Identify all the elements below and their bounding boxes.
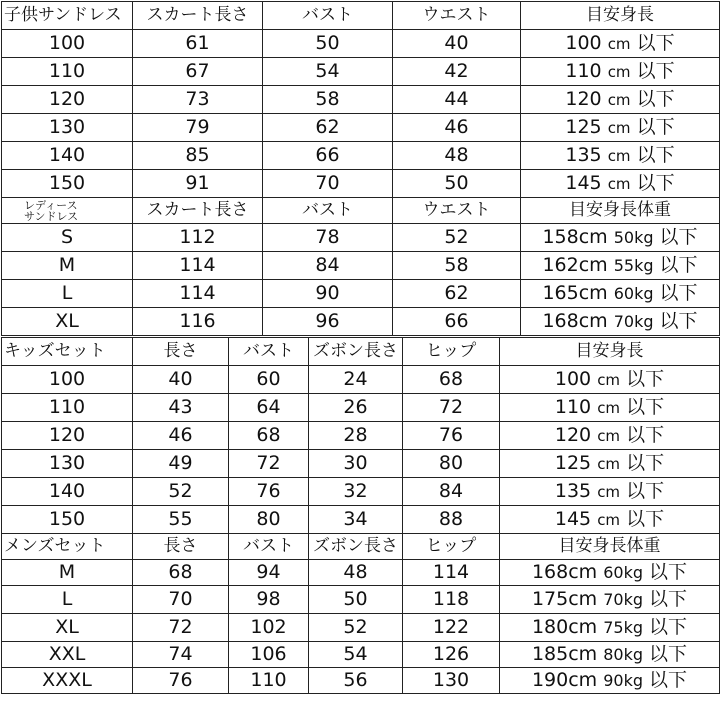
unit-label: cm: [607, 175, 631, 193]
header-cell: バスト: [229, 338, 309, 366]
height-cell: [521, 142, 720, 170]
height-value: 168cm: [531, 561, 598, 583]
header-cell: バスト: [263, 2, 393, 30]
height-value: 135: [554, 480, 592, 502]
header-cell: [2, 198, 133, 224]
value-cell: 112: [133, 224, 263, 252]
size-cell: 140: [2, 142, 133, 170]
size-cell: M: [2, 252, 133, 280]
size-cell: 100: [2, 30, 133, 58]
value-cell: 50: [393, 170, 521, 198]
value-cell: 26: [309, 394, 403, 422]
height-value: 175cm: [531, 588, 598, 610]
height-weight-cell: [500, 642, 720, 668]
limit-label: 以下: [636, 172, 675, 194]
value-cell: 32: [309, 478, 403, 506]
value-cell: 90: [263, 280, 393, 308]
table-row: [2, 142, 720, 170]
height-value: 100: [554, 368, 592, 390]
value-cell: 68: [403, 366, 500, 394]
value-cell: 72: [133, 614, 229, 642]
table-row: [2, 280, 720, 308]
header-cell: ズボン長さ: [309, 534, 403, 560]
limit-label: 以下: [659, 282, 698, 304]
value-cell: 30: [309, 450, 403, 478]
table-row: [2, 30, 720, 58]
value-cell: 58: [263, 86, 393, 114]
limit-label: 以下: [626, 480, 665, 502]
kids-set-header-row: [2, 338, 720, 366]
header-cell: 子供サンドレス: [2, 2, 133, 30]
header-cell: 長さ: [133, 534, 229, 560]
weight-value: 80kg: [603, 645, 643, 664]
header-cell: 目安身長体重: [500, 534, 720, 560]
value-cell: 96: [263, 308, 393, 336]
limit-label: 以下: [636, 32, 675, 54]
value-cell: 72: [403, 394, 500, 422]
value-cell: 28: [309, 422, 403, 450]
value-cell: 118: [403, 586, 500, 614]
value-cell: 78: [263, 224, 393, 252]
value-cell: 106: [229, 642, 309, 668]
height-value: 110: [554, 396, 592, 418]
height-value: 165cm: [542, 282, 608, 304]
value-cell: 68: [229, 422, 309, 450]
unit-label: cm: [597, 399, 621, 417]
value-cell: 126: [403, 642, 500, 668]
header-cell: ウエスト: [393, 2, 521, 30]
value-cell: 91: [133, 170, 263, 198]
unit-label: cm: [607, 91, 631, 109]
size-cell: XL: [2, 614, 133, 642]
size-cell: 140: [2, 478, 133, 506]
value-cell: 50: [263, 30, 393, 58]
table-row: [2, 58, 720, 86]
value-cell: 60: [229, 366, 309, 394]
value-cell: 24: [309, 366, 403, 394]
value-cell: 42: [393, 58, 521, 86]
limit-label: 以下: [649, 561, 688, 583]
size-cell: 130: [2, 114, 133, 142]
limit-label: 以下: [659, 226, 698, 248]
table-row: [2, 614, 720, 642]
limit-label: 以下: [636, 144, 675, 166]
unit-label: cm: [597, 511, 621, 529]
value-cell: 110: [229, 668, 309, 694]
header-cell: 目安身長: [500, 338, 720, 366]
weight-value: 55kg: [613, 256, 654, 275]
header-cell: ウエスト: [393, 198, 521, 224]
ladies-dress-header-row: [2, 198, 720, 224]
height-value: 125: [554, 452, 592, 474]
height-value: 120: [565, 88, 602, 110]
unit-label: cm: [597, 483, 621, 501]
value-cell: 76: [229, 478, 309, 506]
size-cell: L: [2, 280, 133, 308]
unit-label: cm: [607, 119, 631, 137]
header-line: サンドレス: [24, 209, 79, 223]
value-cell: 88: [403, 506, 500, 534]
table-row: [2, 506, 720, 534]
value-cell: 62: [263, 114, 393, 142]
value-cell: 76: [403, 422, 500, 450]
size-cell: 100: [2, 366, 133, 394]
value-cell: 49: [133, 450, 229, 478]
size-cell: 130: [2, 450, 133, 478]
size-cell: 110: [2, 394, 133, 422]
header-cell: 目安身長体重: [521, 198, 720, 224]
unit-label: cm: [597, 427, 621, 445]
value-cell: 80: [229, 506, 309, 534]
size-cell: XXL: [2, 642, 133, 668]
header-cell: メンズセット: [2, 534, 133, 560]
value-cell: 34: [309, 506, 403, 534]
value-cell: 73: [133, 86, 263, 114]
kids-dress-table: [1, 1, 720, 198]
limit-label: 以下: [636, 116, 675, 138]
header-cell: スカート長さ: [133, 2, 263, 30]
limit-label: 以下: [649, 616, 688, 638]
table-row: [2, 450, 720, 478]
size-cell: XL: [2, 308, 133, 336]
value-cell: 43: [133, 394, 229, 422]
weight-value: 50kg: [613, 228, 654, 247]
value-cell: 64: [229, 394, 309, 422]
ladies-dress-table: [1, 197, 720, 336]
limit-label: 以下: [636, 88, 675, 110]
height-value: 162cm: [542, 254, 608, 276]
height-weight-cell: [521, 224, 720, 252]
table-row: [2, 224, 720, 252]
value-cell: 40: [393, 30, 521, 58]
table-row: [2, 560, 720, 586]
size-cell: 110: [2, 58, 133, 86]
size-cell: M: [2, 560, 133, 586]
header-cell: 目安身長: [521, 2, 720, 30]
unit-label: cm: [607, 35, 631, 53]
mens-set-header-row: [2, 534, 720, 560]
limit-label: 以下: [659, 310, 698, 332]
height-value: 145: [554, 508, 592, 530]
header-cell: ヒップ: [403, 338, 500, 366]
height-cell: [521, 86, 720, 114]
height-cell: [521, 170, 720, 198]
value-cell: 94: [229, 560, 309, 586]
value-cell: 80: [403, 450, 500, 478]
kids-set-table: [1, 337, 720, 534]
height-cell: [500, 394, 720, 422]
height-weight-cell: [500, 560, 720, 586]
table-row: [2, 170, 720, 198]
height-value: 135: [565, 144, 602, 166]
height-cell: [500, 450, 720, 478]
value-cell: 98: [229, 586, 309, 614]
value-cell: 61: [133, 30, 263, 58]
weight-value: 60kg: [603, 563, 643, 582]
limit-label: 以下: [626, 508, 665, 530]
height-cell: [500, 422, 720, 450]
value-cell: 116: [133, 308, 263, 336]
value-cell: 68: [133, 560, 229, 586]
value-cell: 102: [229, 614, 309, 642]
limit-label: 以下: [636, 60, 675, 82]
height-cell: [500, 478, 720, 506]
value-cell: 40: [133, 366, 229, 394]
size-cell: 120: [2, 422, 133, 450]
weight-value: 60kg: [613, 284, 654, 303]
limit-label: 以下: [626, 424, 665, 446]
value-cell: 72: [229, 450, 309, 478]
value-cell: 76: [133, 668, 229, 694]
value-cell: 52: [393, 224, 521, 252]
size-cell: L: [2, 586, 133, 614]
header-cell: ズボン長さ: [309, 338, 403, 366]
value-cell: 122: [403, 614, 500, 642]
limit-label: 以下: [649, 643, 688, 665]
height-value: 168cm: [542, 310, 608, 332]
header-cell: バスト: [229, 534, 309, 560]
height-value: 190cm: [531, 669, 598, 691]
value-cell: 46: [393, 114, 521, 142]
limit-label: 以下: [626, 396, 665, 418]
size-cell: 150: [2, 506, 133, 534]
value-cell: 48: [393, 142, 521, 170]
height-weight-cell: [521, 252, 720, 280]
value-cell: 85: [133, 142, 263, 170]
height-value: 180cm: [531, 616, 598, 638]
height-cell: [521, 114, 720, 142]
height-weight-cell: [500, 614, 720, 642]
table-row: [2, 308, 720, 336]
height-weight-cell: [521, 308, 720, 336]
value-cell: 84: [263, 252, 393, 280]
size-cell: XXXL: [2, 668, 133, 694]
limit-label: 以下: [626, 452, 665, 474]
table-row: [2, 252, 720, 280]
limit-label: 以下: [649, 669, 688, 691]
limit-label: 以下: [659, 254, 698, 276]
height-value: 100: [565, 32, 602, 54]
table-row: [2, 394, 720, 422]
height-weight-cell: [521, 280, 720, 308]
table-row: [2, 586, 720, 614]
value-cell: 54: [263, 58, 393, 86]
height-cell: [521, 58, 720, 86]
table-row: [2, 668, 720, 694]
value-cell: 130: [403, 668, 500, 694]
size-cell: S: [2, 224, 133, 252]
table-row: [2, 422, 720, 450]
height-value: 120: [554, 424, 592, 446]
table-row: [2, 642, 720, 668]
weight-value: 75kg: [603, 618, 643, 637]
value-cell: 70: [263, 170, 393, 198]
value-cell: 44: [393, 86, 521, 114]
value-cell: 58: [393, 252, 521, 280]
weight-value: 90kg: [603, 671, 643, 690]
value-cell: 66: [393, 308, 521, 336]
height-value: 125: [565, 116, 602, 138]
table-row: [2, 86, 720, 114]
value-cell: 114: [133, 280, 263, 308]
table-row: [2, 366, 720, 394]
value-cell: 62: [393, 280, 521, 308]
weight-value: 70kg: [603, 590, 643, 609]
value-cell: 48: [309, 560, 403, 586]
value-cell: 114: [403, 560, 500, 586]
table-row: [2, 114, 720, 142]
unit-label: cm: [607, 63, 631, 81]
table-row: [2, 478, 720, 506]
height-weight-cell: [500, 586, 720, 614]
height-value: 110: [565, 60, 602, 82]
value-cell: 74: [133, 642, 229, 668]
value-cell: 50: [309, 586, 403, 614]
header-cell: スカート長さ: [133, 198, 263, 224]
height-weight-cell: [500, 668, 720, 694]
size-cell: 150: [2, 170, 133, 198]
limit-label: 以下: [626, 368, 665, 390]
value-cell: 56: [309, 668, 403, 694]
header-cell: キッズセット: [2, 338, 133, 366]
header-cell: ヒップ: [403, 534, 500, 560]
header-cell: 長さ: [133, 338, 229, 366]
value-cell: 67: [133, 58, 263, 86]
value-cell: 79: [133, 114, 263, 142]
value-cell: 46: [133, 422, 229, 450]
value-cell: 52: [133, 478, 229, 506]
value-cell: 54: [309, 642, 403, 668]
value-cell: 114: [133, 252, 263, 280]
unit-label: cm: [597, 455, 621, 473]
height-cell: [500, 366, 720, 394]
value-cell: 55: [133, 506, 229, 534]
size-cell: 120: [2, 86, 133, 114]
kids-dress-header-row: [2, 2, 720, 30]
value-cell: 66: [263, 142, 393, 170]
height-cell: [521, 30, 720, 58]
height-value: 185cm: [531, 643, 598, 665]
header-line: レディース: [24, 198, 78, 212]
limit-label: 以下: [649, 588, 688, 610]
header-cell: バスト: [263, 198, 393, 224]
value-cell: 84: [403, 478, 500, 506]
height-cell: [500, 506, 720, 534]
unit-label: cm: [607, 147, 631, 165]
height-value: 158cm: [542, 226, 608, 248]
unit-label: cm: [597, 371, 621, 389]
weight-value: 70kg: [613, 312, 654, 331]
value-cell: 70: [133, 586, 229, 614]
mens-set-table: [1, 533, 720, 694]
value-cell: 52: [309, 614, 403, 642]
height-value: 145: [565, 172, 602, 194]
